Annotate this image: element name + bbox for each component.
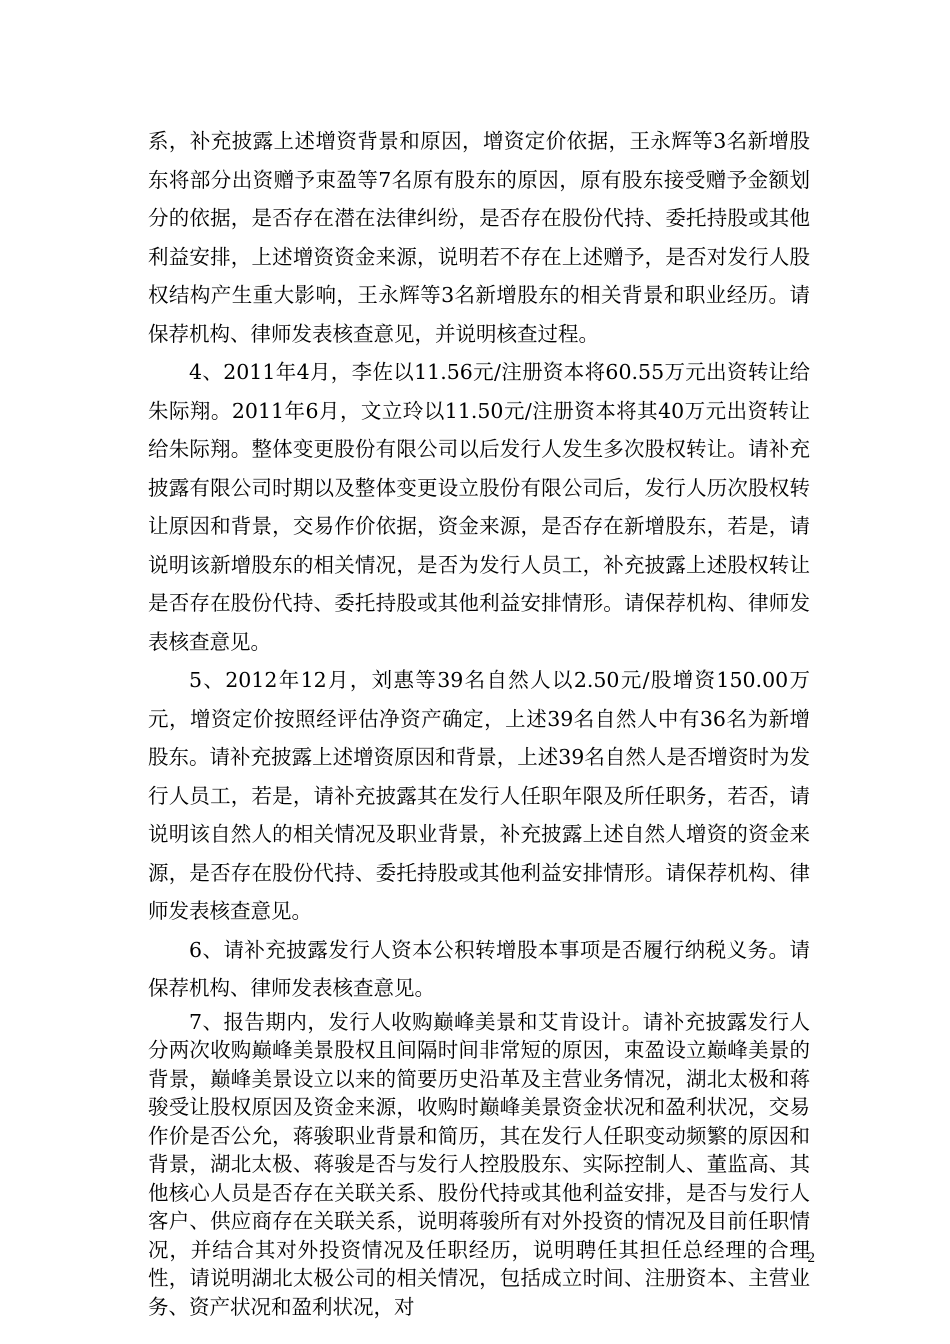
paragraph-item-4: 4、2011年4月，李佐以11.56元/注册资本将60.55万元出资转让给朱际翔。2011年6月，文立玲以11.50元/注册资本将其40万元出资转让给朱际翔。整体变更股份有限公司以后发行人发生多次股权转让。请补充披露有限公司时期以及整体变更设立股份有限公司后，发行人历次股权转让原因和背景，交易作价依据，资金来源，是否存在新增股东，若是，请说明该新增股东的相关情况，是否为发行人员工，补充披露上述股权转让是否存在股份代持、委托持股或其他利益安排情形。请保荐机构、律师发表核查意见。 <box>148 360 810 654</box>
paragraph-continued: 系，补充披露上述增资背景和原因，增资定价依据，王永辉等3名新增股东将部分出资赠予束盈等7名原有股东的原因，原有股东接受赠予金额划分的依据，是否存在潜在法律纠纷，是否存在股份代持、委托持股或其他利益安排，上述增资资金来源，说明若不存在上述赠予，是否对发行人股权结构产生重大影响，王永辉等3名新增股东的相关背景和职业经历。请保荐机构、律师发表核查意见，并说明核查过程。 <box>148 129 810 346</box>
paragraph-item-7: 7、报告期内，发行人收购巅峰美景和艾肯设计。请补充披露发行人分两次收购巅峰美景股权且间隔时间非常短的原因，束盈设立巅峰美景的背景，巅峰美景设立以来的简要历史沿革及主营业务情况，湖北太极和蒋骏受让股权原因及资金来源，收购时巅峰美景资金状况和盈利状况，交易作价是否公允，蒋骏职业背景和简历，其在发行人任职变动频繁的原因和背景，湖北太极、蒋骏是否与发行人控股股东、实际控制人、董监高、其他核心人员是否存在关联关系、股份代持或其他利益安排，是否与发行人客户、供应商存在关联关系，说明蒋骏所有对外投资的情况及目前任职情况，并结合其对外投资情况及任职经历，说明聘任其担任总经理的合理性，请说明湖北太极公司的相关情况，包括成立时间、注册资本、主营业务、资产状况和盈利状况，对 <box>148 1009 810 1319</box>
document-body <box>148 122 810 1321</box>
paragraph-item-5: 5、2012年12月，刘惠等39名自然人以2.50元/股增资150.00万元，增资定价按照经评估净资产确定，上述39名自然人中有36名为新增股东。请补充披露上述增资原因和背景，上述39名自然人是否增资时为发行人员工，若是，请补充披露其在发行人任职年限及所任职务，若否，请说明该自然人的相关情况及职业背景，补充披露上述自然人增资的资金来源，是否存在股份代持、委托持股或其他利益安排情形。请保荐机构、律师发表核查意见。 <box>148 668 810 923</box>
paragraph-item-6: 6、请补充披露发行人资本公积转增股本事项是否履行纳税义务。请保荐机构、律师发表核查意见。 <box>148 937 810 1000</box>
page-number: 2 <box>807 1250 815 1266</box>
